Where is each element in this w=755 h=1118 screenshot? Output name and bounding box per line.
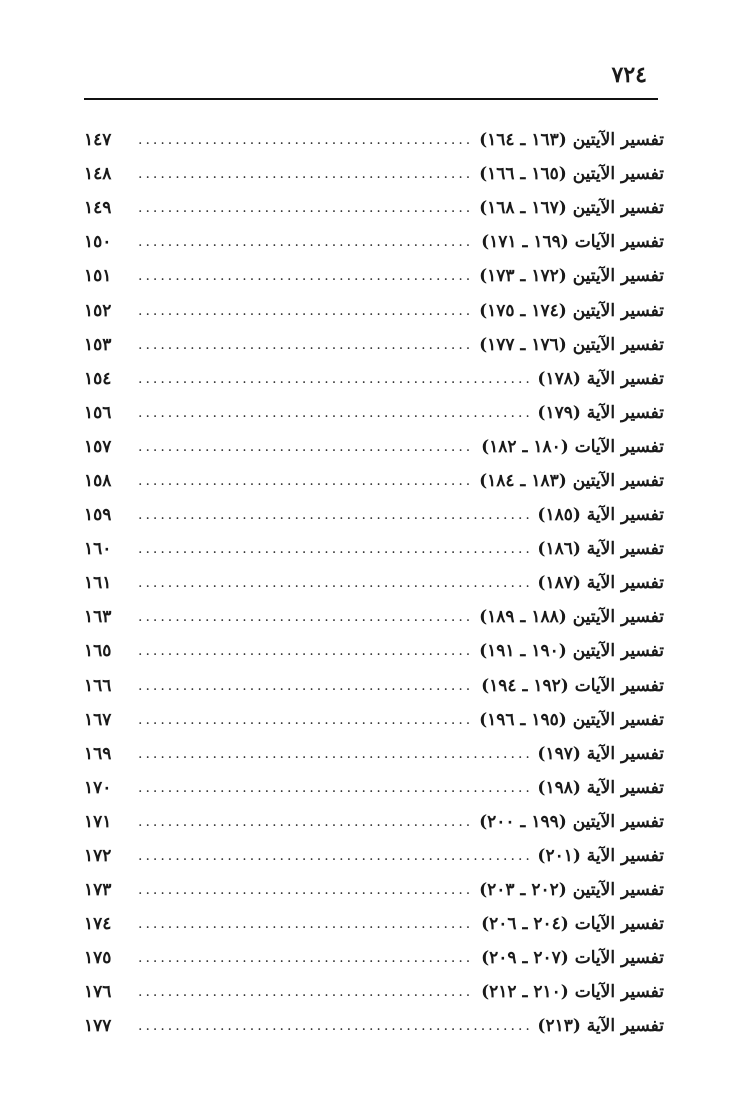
dot-leader <box>132 405 529 421</box>
toc-entry <box>84 805 664 839</box>
toc-entry-page: ١٧٥ <box>84 948 112 969</box>
toc-entry-title: تفسير الآيتين (١٧٢ ـ ١٧٣) <box>479 266 664 287</box>
toc-entry-page: ١٤٨ <box>84 164 112 185</box>
toc-entry <box>84 839 664 873</box>
dot-leader <box>132 678 473 694</box>
page-number: ٧٢٤ <box>611 62 647 88</box>
toc-entry <box>84 703 664 737</box>
dot-leader <box>132 337 471 353</box>
toc-entry-title: تفسير الآية (١٨٦) <box>537 539 664 560</box>
toc-entry-page: ١٥٧ <box>84 436 112 457</box>
toc-entry <box>84 123 664 157</box>
toc-entry-page: ١٤٧ <box>84 130 112 151</box>
toc-entry-title: تفسير الآية (١٨٧) <box>537 573 664 594</box>
toc-entry-title: تفسير الآيات (١٦٩ ـ ١٧١) <box>481 232 664 253</box>
toc-entry-title: تفسير الآيات (٢٠٧ ـ ٢٠٩) <box>481 948 664 969</box>
toc-entry-title: تفسير الآيات (٢١٠ ـ ٢١٢) <box>481 982 664 1003</box>
toc-entry-page: ١٥٤ <box>84 368 112 389</box>
toc-entry <box>84 975 664 1009</box>
header-rule <box>84 98 658 100</box>
toc-entry-title: تفسير الآيتين (١٦٧ ـ ١٦٨) <box>479 198 664 219</box>
dot-leader <box>132 575 529 591</box>
toc-entry <box>84 600 664 634</box>
toc-entry-page: ١٦٠ <box>84 539 112 560</box>
dot-leader <box>132 166 471 182</box>
toc-entry <box>84 532 664 566</box>
toc-entry <box>84 1009 664 1043</box>
dot-leader <box>132 746 529 762</box>
dot-leader <box>132 439 473 455</box>
toc-entry-page: ١٥٩ <box>84 505 112 526</box>
dot-leader <box>132 848 529 864</box>
dot-leader <box>132 712 471 728</box>
dot-leader <box>132 234 473 250</box>
toc-entry-title: تفسير الآية (١٧٨) <box>537 368 664 389</box>
toc-entry <box>84 396 664 430</box>
dot-leader <box>132 882 471 898</box>
toc-entry-title: تفسير الآيتين (١٩٥ ـ ١٩٦) <box>479 709 664 730</box>
toc-entry-page: ١٦٣ <box>84 607 112 628</box>
toc-entry-page: ١٦١ <box>84 573 112 594</box>
toc-entry-page: ١٧٦ <box>84 982 112 1003</box>
dot-leader <box>132 541 529 557</box>
toc-entry-title: تفسير الآيات (١٨٠ ـ ١٨٢) <box>481 436 664 457</box>
toc-entry-page: ١٥٨ <box>84 470 112 491</box>
toc-entry-page: ١٦٦ <box>84 675 112 696</box>
toc-entry-title: تفسير الآيتين (١٩٩ ـ ٢٠٠) <box>479 811 664 832</box>
toc-entry <box>84 498 664 532</box>
dot-leader <box>132 200 471 216</box>
toc-entry-title: تفسير الآيتين (١٨٣ ـ ١٨٤) <box>479 470 664 491</box>
toc-entry-title: تفسير الآية (١٩٧) <box>537 743 664 764</box>
toc-entry <box>84 464 664 498</box>
dot-leader <box>132 371 529 387</box>
toc-entry-title: تفسير الآية (١٧٩) <box>537 402 664 423</box>
dot-leader <box>132 507 529 523</box>
dot-leader <box>132 780 529 796</box>
dot-leader <box>132 950 473 966</box>
toc-entry <box>84 362 664 396</box>
toc-entry <box>84 259 664 293</box>
toc-entry <box>84 328 664 362</box>
table-of-contents <box>84 123 664 1044</box>
toc-entry <box>84 225 664 259</box>
toc-entry <box>84 430 664 464</box>
dot-leader <box>132 1018 529 1034</box>
toc-entry-page: ١٧٤ <box>84 914 112 935</box>
toc-entry <box>84 907 664 941</box>
toc-entry-page: ١٦٩ <box>84 743 112 764</box>
toc-entry <box>84 191 664 225</box>
dot-leader <box>132 268 471 284</box>
toc-entry-page: ١٥١ <box>84 266 112 287</box>
toc-entry-title: تفسير الآيتين (١٧٤ ـ ١٧٥) <box>479 300 664 321</box>
toc-entry-title: تفسير الآيتين (١٩٠ ـ ١٩١) <box>479 641 664 662</box>
toc-entry-page: ١٥٦ <box>84 402 112 423</box>
toc-entry <box>84 771 664 805</box>
toc-entry-page: ١٤٩ <box>84 198 112 219</box>
dot-leader <box>132 473 471 489</box>
toc-entry-title: تفسير الآية (١٩٨) <box>537 777 664 798</box>
toc-entry-page: ١٥٠ <box>84 232 112 253</box>
toc-entry-title: تفسير الآية (٢٠١) <box>537 846 664 867</box>
toc-entry <box>84 293 664 327</box>
toc-entry <box>84 634 664 668</box>
toc-entry <box>84 157 664 191</box>
toc-entry <box>84 669 664 703</box>
dot-leader <box>132 132 471 148</box>
toc-entry-title: تفسير الآيات (٢٠٤ ـ ٢٠٦) <box>481 914 664 935</box>
toc-entry <box>84 873 664 907</box>
toc-entry-title: تفسير الآيتين (١٧٦ ـ ١٧٧) <box>479 334 664 355</box>
toc-entry-title: تفسير الآيتين (٢٠٢ ـ ٢٠٣) <box>479 880 664 901</box>
toc-entry <box>84 737 664 771</box>
dot-leader <box>132 984 473 1000</box>
dot-leader <box>132 814 471 830</box>
dot-leader <box>132 916 473 932</box>
dot-leader <box>132 643 471 659</box>
toc-entry-page: ١٦٥ <box>84 641 112 662</box>
toc-entry-title: تفسير الآيتين (١٨٨ ـ ١٨٩) <box>479 607 664 628</box>
toc-entry-page: ١٧٣ <box>84 880 112 901</box>
toc-entry-title: تفسير الآية (٢١٣) <box>537 1016 664 1037</box>
toc-entry-page: ١٧١ <box>84 811 112 832</box>
toc-entry <box>84 566 664 600</box>
toc-entry-page: ١٧٠ <box>84 777 112 798</box>
toc-entry-title: تفسير الآيتين (١٦٣ ـ ١٦٤) <box>479 130 664 151</box>
toc-entry <box>84 941 664 975</box>
toc-entry-title: تفسير الآيتين (١٦٥ ـ ١٦٦) <box>479 164 664 185</box>
toc-entry-title: تفسير الآية (١٨٥) <box>537 505 664 526</box>
toc-entry-page: ١٥٢ <box>84 300 112 321</box>
dot-leader <box>132 303 471 319</box>
toc-entry-page: ١٥٣ <box>84 334 112 355</box>
toc-entry-page: ١٦٧ <box>84 709 112 730</box>
toc-entry-title: تفسير الآيات (١٩٢ ـ ١٩٤) <box>481 675 664 696</box>
toc-entry-page: ١٧٢ <box>84 846 112 867</box>
toc-entry-page: ١٧٧ <box>84 1016 112 1037</box>
dot-leader <box>132 609 471 625</box>
